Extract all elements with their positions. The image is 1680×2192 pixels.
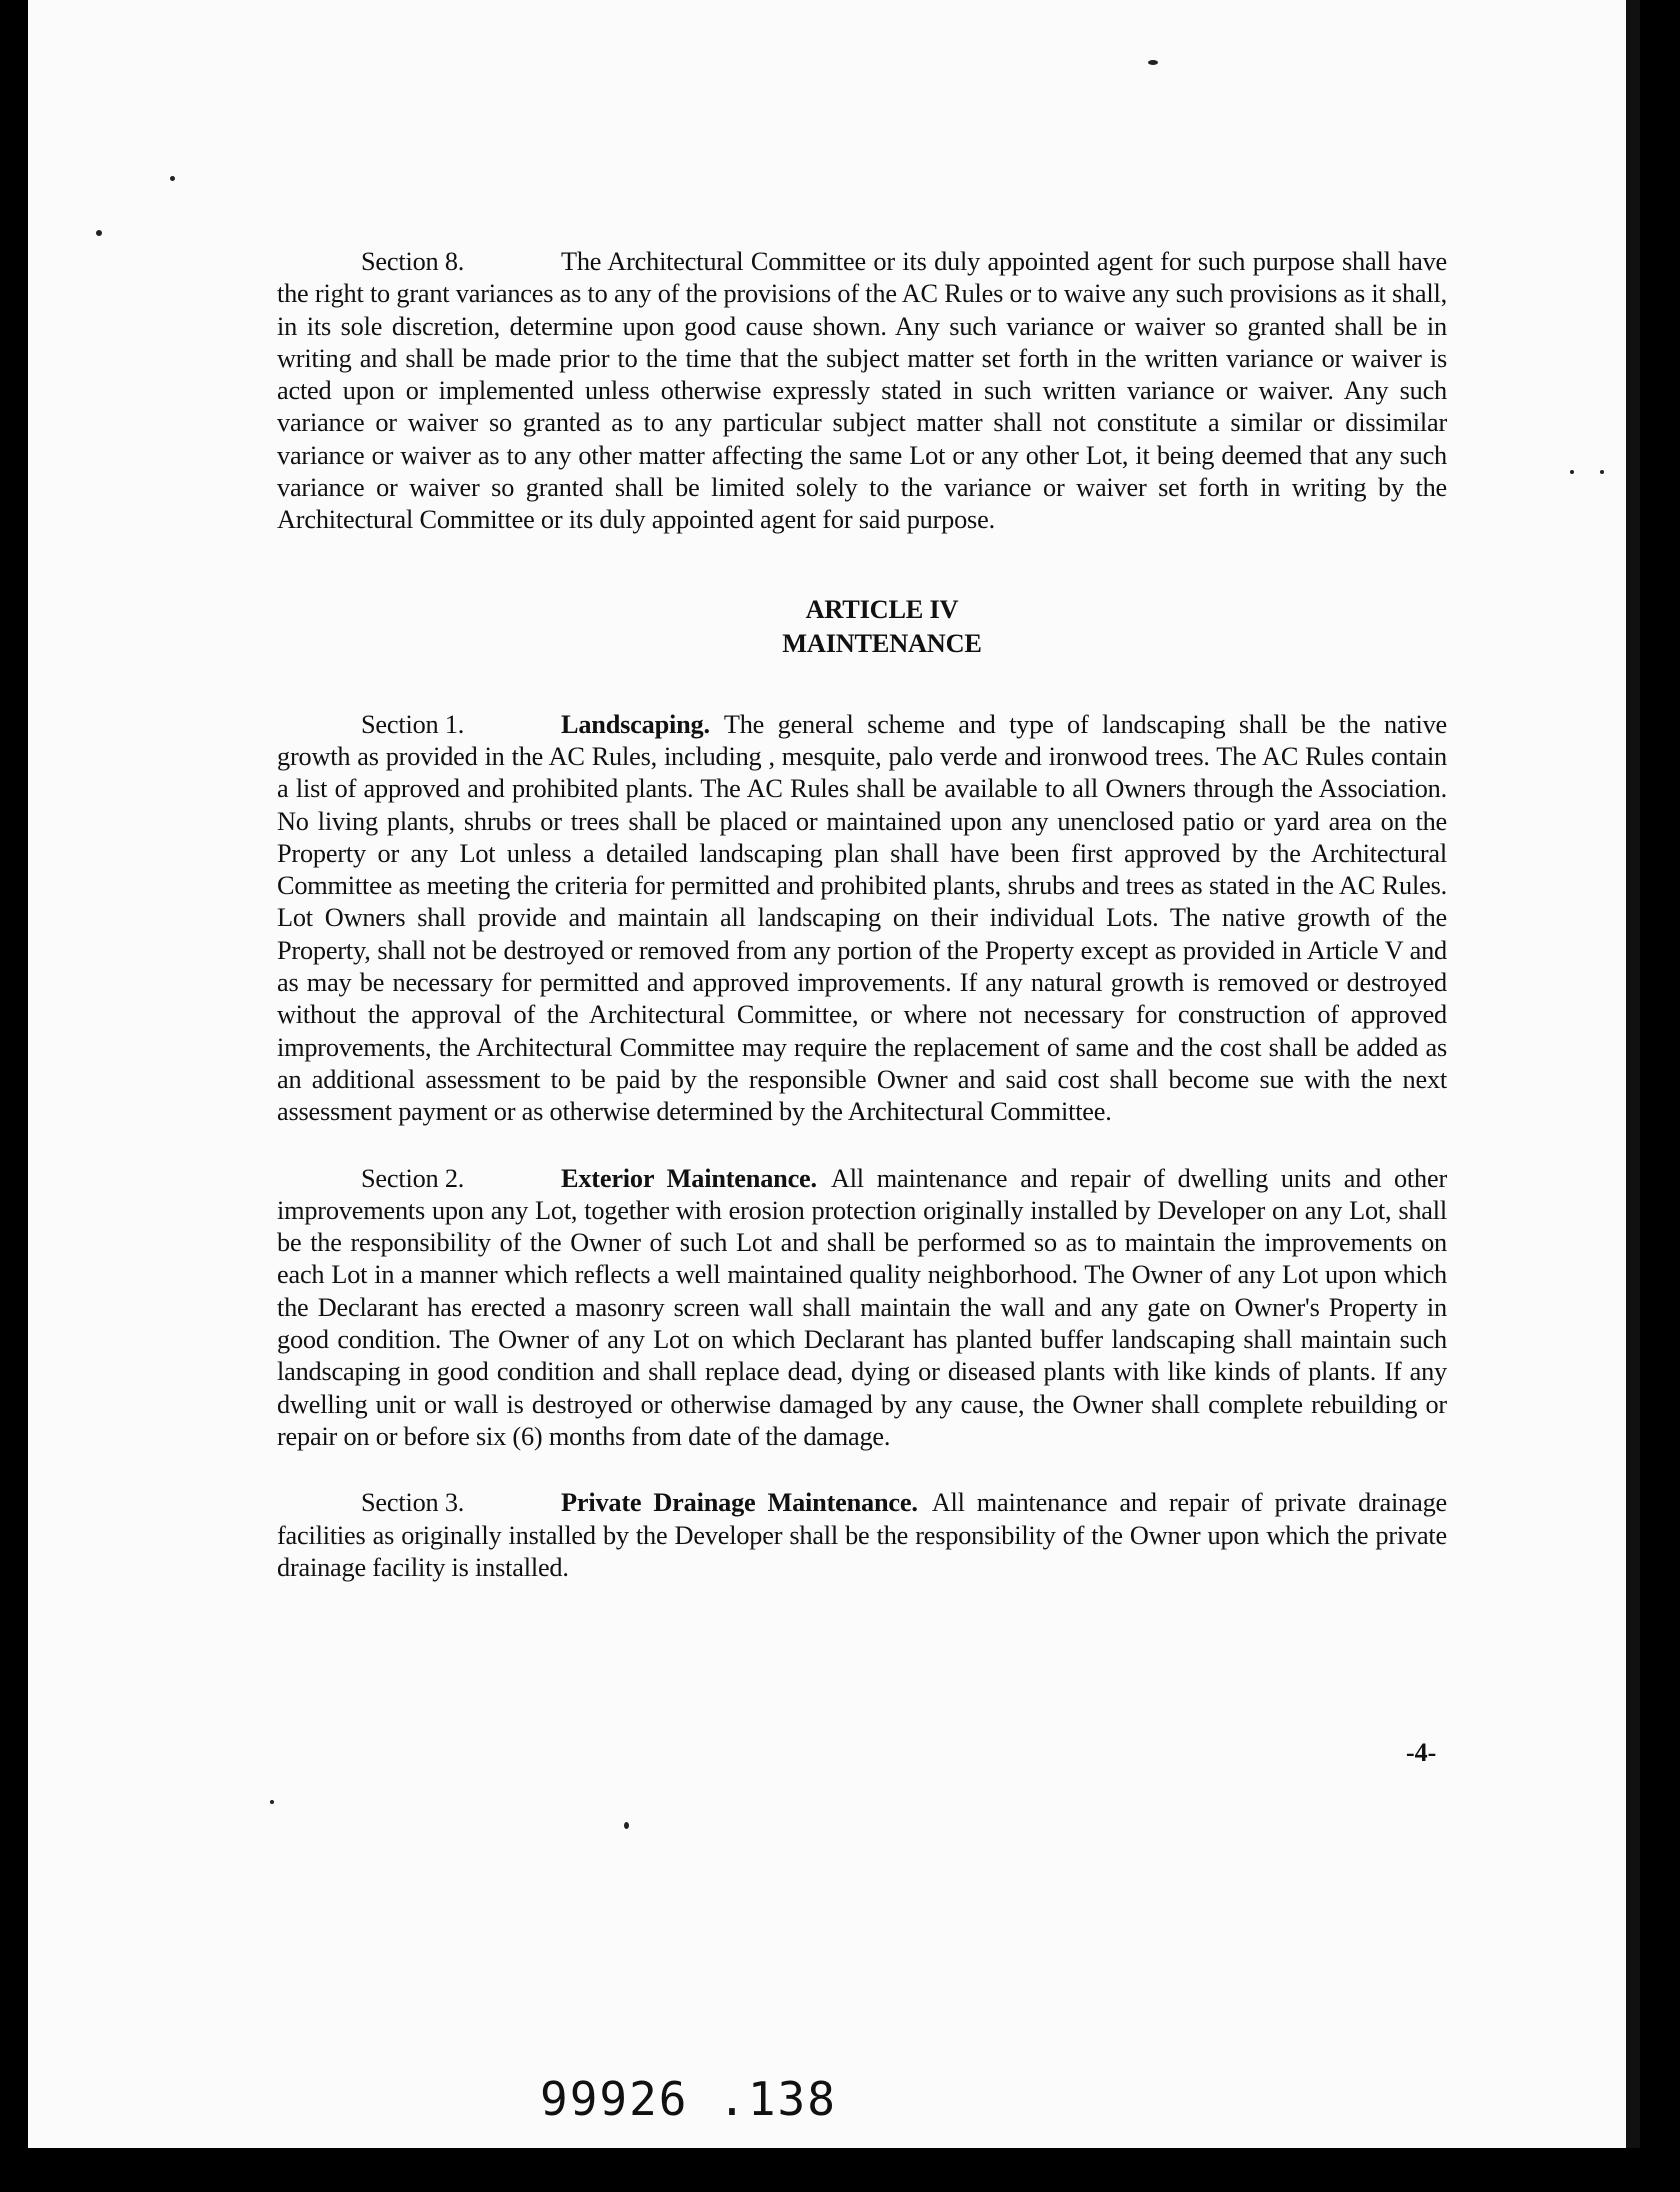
section-3-paragraph — [277, 1487, 1447, 1584]
article-number: ARTICLE IV — [805, 594, 959, 624]
document-body — [277, 246, 1447, 1584]
section-2-paragraph — [277, 1163, 1447, 1454]
section-8-text: The Architectural Committee or its duly appointed agent for such purpose shall have the right to grant variances as to any of the provisions of the AC Rules or to waive any such provisions as it shall, in its sole discretion, determine upon good cause shown. Any such variance or waiver so granted shall be in writing and shall be made prior to the time that the subject matter set forth in the written variance or waiver is acted upon or implemented unless otherwise expressly stated in such written variance or waiver. Any such variance or waiver so granted as to any particular subject matter shall not constitute a similar or dissimilar variance or waiver as to any other matter affecting the same Lot or any other Lot, it being deemed that any such variance or waiver so granted shall be limited solely to the variance or waiver set forth in writing by the Architectural Committee or its duly appointed agent for said purpose. — [277, 247, 1447, 535]
section-3-label: Section 3. — [361, 1488, 465, 1518]
article-title: MAINTENANCE — [782, 628, 982, 658]
section-3-heading: Private Drainage Maintenance. — [561, 1488, 918, 1518]
section-1-text: The general scheme and type of landscaping shall be the native growth as provided in the AC Rules, including , mesquite, palo verde and ironwood trees. The AC Rules contain a list of approved and prohibited plants. The AC Rules shall be available to all Owners through the Association. No living plants, shrubs or trees shall be placed or maintained upon any unenclosed patio or yard area on the Property or any Lot unless a detailed landscaping plan shall have been first approved by the Architectural Committee as meeting the criteria for permitted and prohibited plants, shrubs and trees as stated in the AC Rules. Lot Owners shall provide and maintain all landscaping on their individual Lots. The native growth of the Property, shall not be destroyed or removed from any portion of the Property except as provided in Article V and as may be necessary for permitted and approved improvements. If any natural growth is removed or destroyed without the approval of the Architectural Committee, or where not necessary for construction of approved improvements, the Architectural Committee may require the replacement of same and the cost shall be added as an additional assessment to be paid by the responsible Owner and said cost shall become sue with the next assessment payment or as otherwise determined by the Architectural Committee. — [277, 709, 1447, 1127]
section-8-label: Section 8. — [361, 247, 465, 276]
section-8-paragraph — [277, 246, 1447, 537]
section-1-label: Section 1. — [361, 709, 465, 739]
footer-document-code: 99926 .138 — [540, 2072, 837, 2126]
section-2-text: All maintenance and repair of dwelling units and other improvements upon any Lot, together with erosion protection originally installed by Developer on any Lot, shall be the responsibility of the Owner of such Lot and shall be performed so as to maintain the improvements on each Lot in a manner which reflects a well maintained quality neighborhood. The Owner of any Lot upon which the Declarant has erected a masonry screen wall shall maintain the wall and any gate on Owner's Property in good condition. The Owner of any Lot on which Declarant has planted buffer landscaping shall maintain such landscaping in good condition and shall replace dead, dying or diseased plants with like kinds of plants. If any dwelling unit or wall is destroyed or otherwise damaged by any cause, the Owner shall complete rebuilding or repair on or before six (6) months from date of the damage. — [277, 1163, 1448, 1451]
article-heading — [277, 593, 1447, 661]
section-1-heading: Landscaping. — [561, 709, 710, 739]
section-2-label: Section 2. — [361, 1163, 465, 1193]
section-3-text: All maintenance and repair of private drainage facilities as originally installed by the Developer shall be the responsibility of the Owner upon which the private drainage facility is installed. — [277, 1488, 1447, 1582]
page-number: -4- — [1406, 1738, 1437, 1767]
scan-border — [1626, 0, 1640, 2148]
document-page — [28, 0, 1640, 2148]
section-1-paragraph — [277, 709, 1447, 1129]
section-2-heading: Exterior Maintenance. — [561, 1163, 817, 1193]
